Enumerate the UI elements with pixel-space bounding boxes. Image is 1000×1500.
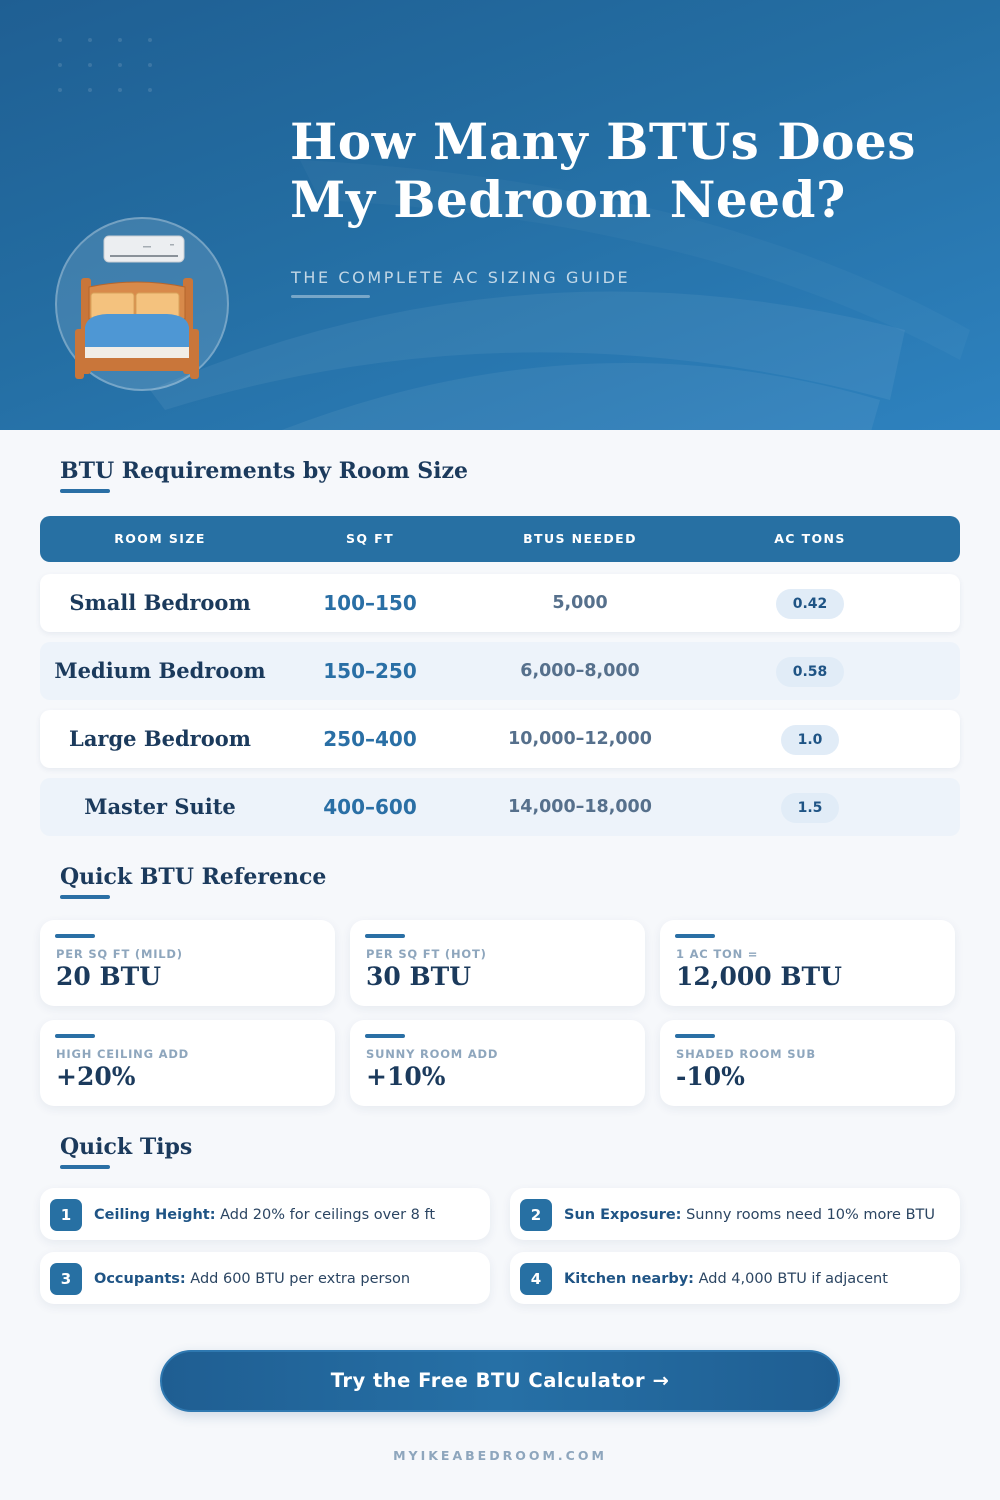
tip-text bbox=[94, 1252, 410, 1304]
ac-tons-badge: 0.42 bbox=[776, 589, 845, 619]
decorative-dot-grid bbox=[55, 35, 165, 95]
section-title-tips: Quick Tips bbox=[60, 1134, 193, 1160]
reference-label: PER SQ FT (MILD) bbox=[56, 947, 183, 961]
reference-value: 12,000 BTU bbox=[676, 962, 842, 991]
page-title-line-1: How Many BTUs Does bbox=[290, 112, 916, 171]
ac-tons-badge: 1.5 bbox=[781, 793, 840, 823]
reference-card bbox=[350, 1020, 645, 1106]
tip-heading: Ceiling Height: bbox=[94, 1207, 216, 1223]
tip-heading: Sun Exposure: bbox=[564, 1207, 682, 1223]
tip-number-badge: 3 bbox=[50, 1263, 82, 1295]
tip-heading: Kitchen nearby: bbox=[564, 1271, 694, 1287]
card-accent-bar bbox=[675, 1034, 715, 1038]
tip-number-badge: 1 bbox=[50, 1199, 82, 1231]
tip-body: Add 20% for ceilings over 8 ft bbox=[215, 1207, 436, 1223]
reference-card bbox=[660, 1020, 955, 1106]
reference-value: 30 BTU bbox=[366, 962, 472, 991]
reference-label: SUNNY ROOM ADD bbox=[366, 1047, 499, 1061]
section-underline bbox=[60, 895, 110, 899]
reference-card bbox=[350, 920, 645, 1006]
table-row bbox=[40, 710, 960, 768]
reference-value: +20% bbox=[56, 1062, 136, 1091]
tip-body: Add 4,000 BTU if adjacent bbox=[693, 1271, 888, 1287]
room-sqft: 400–600 bbox=[323, 795, 417, 819]
tip-item bbox=[40, 1188, 490, 1240]
table-row bbox=[40, 574, 960, 632]
column-header-room-size: ROOM SIZE bbox=[114, 531, 206, 546]
reference-card bbox=[40, 920, 335, 1006]
tip-number-badge: 2 bbox=[520, 1199, 552, 1231]
card-accent-bar bbox=[365, 1034, 405, 1038]
section-title-reference: Quick BTU Reference bbox=[60, 864, 327, 890]
tip-item bbox=[510, 1252, 960, 1304]
room-btus: 10,000–12,000 bbox=[508, 729, 652, 749]
room-btus: 6,000–8,000 bbox=[520, 661, 640, 681]
reference-value: -10% bbox=[676, 1062, 745, 1091]
column-header-sq-ft: SQ FT bbox=[345, 531, 395, 546]
column-header-btus-needed: BTUS NEEDED bbox=[523, 531, 637, 546]
room-name: Small Bedroom bbox=[69, 590, 251, 615]
tip-text bbox=[564, 1188, 935, 1240]
reference-label: SHADED ROOM SUB bbox=[676, 1047, 816, 1061]
table-row bbox=[40, 778, 960, 836]
reference-label: HIGH CEILING ADD bbox=[56, 1047, 190, 1061]
reference-value: 20 BTU bbox=[56, 962, 162, 991]
table-row bbox=[40, 642, 960, 700]
column-header-ac-tons: AC TONS bbox=[774, 531, 846, 546]
tip-item bbox=[40, 1252, 490, 1304]
page-title bbox=[290, 113, 970, 229]
tip-body: Add 600 BTU per extra person bbox=[185, 1271, 411, 1287]
table-header bbox=[40, 516, 960, 562]
card-accent-bar bbox=[675, 934, 715, 938]
btu-calculator-button[interactable]: Try the Free BTU Calculator → bbox=[160, 1350, 840, 1412]
tip-text bbox=[94, 1188, 435, 1240]
room-sqft: 100–150 bbox=[323, 591, 417, 615]
room-sqft: 250–400 bbox=[323, 727, 417, 751]
tip-number-badge: 4 bbox=[520, 1263, 552, 1295]
room-btus: 14,000–18,000 bbox=[508, 797, 652, 817]
room-name: Large Bedroom bbox=[69, 726, 251, 751]
ac-tons-badge: 0.58 bbox=[776, 657, 845, 687]
reference-label: 1 AC TON = bbox=[676, 947, 759, 961]
card-accent-bar bbox=[55, 934, 95, 938]
tip-text bbox=[564, 1252, 888, 1304]
tip-body: Sunny rooms need 10% more BTU bbox=[681, 1207, 936, 1223]
bed-with-air-conditioner-icon bbox=[55, 217, 229, 391]
footer-site-link[interactable]: MYIKEABEDROOM.COM bbox=[393, 1448, 607, 1463]
reference-label: PER SQ FT (HOT) bbox=[366, 947, 487, 961]
subtitle-underline bbox=[291, 295, 370, 298]
hero-banner bbox=[0, 0, 1000, 430]
room-name: Master Suite bbox=[84, 794, 236, 819]
reference-card bbox=[40, 1020, 335, 1106]
room-sqft: 150–250 bbox=[323, 659, 417, 683]
card-accent-bar bbox=[55, 1034, 95, 1038]
tip-heading: Occupants: bbox=[94, 1271, 186, 1287]
section-title-requirements: BTU Requirements by Room Size bbox=[60, 458, 469, 484]
reference-value: +10% bbox=[366, 1062, 446, 1091]
room-name: Medium Bedroom bbox=[54, 658, 266, 683]
page-subtitle: THE COMPLETE AC SIZING GUIDE bbox=[291, 268, 631, 287]
tip-item bbox=[510, 1188, 960, 1240]
page-title-line-2: My Bedroom Need? bbox=[290, 170, 846, 229]
room-btus: 5,000 bbox=[552, 593, 608, 613]
reference-card bbox=[660, 920, 955, 1006]
section-underline bbox=[60, 1165, 110, 1169]
ac-tons-badge: 1.0 bbox=[781, 725, 840, 755]
card-accent-bar bbox=[365, 934, 405, 938]
section-underline bbox=[60, 489, 110, 493]
